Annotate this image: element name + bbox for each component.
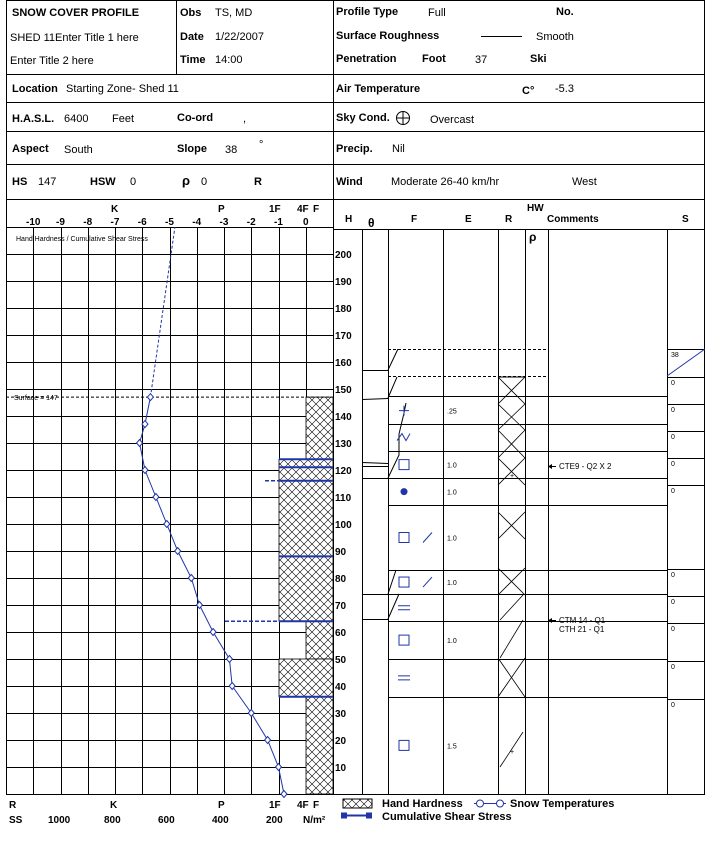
col-r: R xyxy=(505,214,513,225)
height-label: 180 xyxy=(335,304,352,315)
temperature-point xyxy=(210,629,216,636)
layer-size: 1.5 xyxy=(447,743,457,751)
temperature-ticks xyxy=(26,217,309,228)
height-label: 200 xyxy=(335,250,352,261)
hand-hardness-profile xyxy=(279,397,333,794)
footer-r-4f: 4F xyxy=(297,800,309,811)
layer-size: 1.0 xyxy=(447,638,457,646)
r-plus: + xyxy=(510,749,515,756)
r-column-mark xyxy=(498,512,525,539)
height-label: 90 xyxy=(335,547,347,558)
rho-label: ρ xyxy=(182,173,191,188)
r-column-mark xyxy=(498,568,525,595)
hasl-value: 6400 xyxy=(64,113,89,125)
hsw-value: 0 xyxy=(130,176,137,188)
s-value: 0 xyxy=(671,434,675,441)
footer-ss-label: SS xyxy=(9,815,23,826)
location-label: Location xyxy=(12,83,58,95)
s-value: 0 xyxy=(671,380,675,387)
hardness-layer xyxy=(279,659,333,697)
height-label: 100 xyxy=(335,520,352,531)
hard-tick-k: K xyxy=(111,204,119,215)
layer-row xyxy=(399,406,457,416)
air-temperature-line xyxy=(150,227,175,397)
footer-ss-800: 800 xyxy=(104,815,121,826)
temp-tick: -7 xyxy=(110,217,120,228)
s-value: 38 xyxy=(671,352,679,359)
footer-r-1f: 1F xyxy=(269,800,281,811)
hard-tick-p: P xyxy=(218,204,225,215)
s-value: 0 xyxy=(671,664,675,671)
temp-tick: 0 xyxy=(302,217,309,228)
temperature-point xyxy=(276,764,282,771)
precip-value: Nil xyxy=(392,143,405,155)
height-label: 60 xyxy=(335,628,347,639)
sky-label: Sky Cond. xyxy=(336,112,390,124)
height-label: 160 xyxy=(335,358,352,369)
faceted-crystal-icon xyxy=(399,740,409,750)
crust-icon xyxy=(398,606,410,610)
time-label: Time xyxy=(180,54,206,66)
col-hw: HW xyxy=(527,203,544,214)
footer-r-p: P xyxy=(218,800,225,811)
surface-label: Surface = 147 xyxy=(14,395,58,402)
comment-cth: CTH 21 - Q1 xyxy=(559,625,605,634)
layer-table-grid xyxy=(334,229,706,794)
height-label: 20 xyxy=(335,736,347,747)
hard-tick-4f: 4F xyxy=(297,204,309,215)
layer-row xyxy=(401,488,457,497)
layer-size: 1.0 xyxy=(447,580,457,588)
time-value: 14:00 xyxy=(215,54,243,66)
temp-tick: -9 xyxy=(56,217,65,228)
obs-value: TS, MD xyxy=(215,7,253,19)
height-label: 80 xyxy=(335,574,347,585)
footer-r-k: K xyxy=(110,800,118,811)
hsw-label: HSW xyxy=(90,176,116,188)
temp-tick: -2 xyxy=(246,217,256,228)
new-snow-icon xyxy=(399,406,409,416)
coord-label: Co-ord xyxy=(177,112,214,124)
melt-form-icon xyxy=(401,488,408,495)
temperature-point xyxy=(175,548,181,555)
layer-row xyxy=(399,533,457,543)
r-plus: + xyxy=(510,473,515,480)
hardness-layer xyxy=(306,697,333,794)
footer-ss-600: 600 xyxy=(158,815,175,826)
height-label: 150 xyxy=(335,385,352,396)
layer-row xyxy=(399,740,457,750)
footer-r-label: R xyxy=(9,800,17,811)
theta-connector xyxy=(362,399,388,400)
snow-temperature-profile xyxy=(137,227,287,798)
r-label: R xyxy=(254,176,262,188)
temp-tick: -4 xyxy=(192,217,202,228)
layer-row xyxy=(398,606,410,610)
hardness-layer xyxy=(306,397,333,459)
temperature-point xyxy=(137,440,143,447)
s-value: 0 xyxy=(671,572,675,579)
hasl-unit: Feet xyxy=(112,113,135,125)
coord-value: , xyxy=(243,113,247,125)
height-label: 190 xyxy=(335,277,352,288)
legend-shear-swatch xyxy=(341,813,372,819)
s-value: 0 xyxy=(671,461,675,468)
hard-tick-f: F xyxy=(313,204,320,215)
air-temp-value: -5.3 xyxy=(555,83,574,95)
hasl-label: H.A.S.L. xyxy=(12,113,55,125)
profile-type-value: Full xyxy=(428,7,446,19)
foot-value: 37 xyxy=(475,54,488,66)
slash-icon xyxy=(423,533,432,543)
legend-temp: Snow Temperatures xyxy=(510,798,615,810)
col-rho: ρ xyxy=(529,230,537,244)
roughness-label: Surface Roughness xyxy=(336,30,440,42)
col-h: H xyxy=(345,214,353,225)
crust-icon xyxy=(398,676,410,680)
s-value: 0 xyxy=(671,488,675,495)
temp-tick: -8 xyxy=(83,217,93,228)
r-column-mark xyxy=(498,430,525,458)
penetration-label: Penetration xyxy=(336,53,397,65)
height-labels xyxy=(335,250,352,774)
theta-slope xyxy=(388,594,399,619)
legend-shear: Cumulative Shear Stress xyxy=(382,811,512,823)
s-value: 0 xyxy=(671,702,675,709)
temp-tick: -6 xyxy=(137,217,147,228)
footer-ss-400: 400 xyxy=(212,815,229,826)
r-column-mark xyxy=(498,404,525,430)
height-label: 70 xyxy=(335,601,347,612)
height-label: 50 xyxy=(335,655,347,666)
height-label: 170 xyxy=(335,331,352,342)
height-label: 110 xyxy=(335,493,352,504)
aspect-label: Aspect xyxy=(12,143,49,155)
col-f: F xyxy=(411,214,418,225)
comment-ctm: CTM 14 - Q1 xyxy=(559,616,606,625)
temperature-point xyxy=(281,791,287,798)
date-value: 1/22/2007 xyxy=(215,31,264,43)
layer-row xyxy=(399,577,457,587)
hardness-shear-caption: Hand Hardness / Cumulative Shear Stress xyxy=(16,236,148,243)
wind-value: Moderate 26-40 km/hr xyxy=(391,176,500,188)
temperature-point xyxy=(226,656,232,663)
hardness-layer xyxy=(279,459,333,481)
hard-tick-1f: 1F xyxy=(269,204,281,215)
layer-rows xyxy=(397,377,525,767)
theta-connector xyxy=(362,463,388,464)
foot-label: Foot xyxy=(422,53,446,65)
layer-row xyxy=(399,635,457,645)
height-label: 10 xyxy=(335,763,347,774)
col-s: S xyxy=(682,214,689,225)
col-theta: θ xyxy=(368,216,375,230)
title-2: Enter Title 2 here xyxy=(10,55,94,67)
slope-value: 38 xyxy=(225,144,238,156)
r-column-mark xyxy=(498,377,525,404)
location-value: Starting Zone- Shed 11 xyxy=(66,83,179,95)
ski-label: Ski xyxy=(530,53,547,65)
layer-size: 1.0 xyxy=(447,462,457,470)
theta-slope xyxy=(388,377,397,398)
aspect-value: South xyxy=(64,144,93,156)
s-value: 0 xyxy=(671,599,675,606)
theta-slope xyxy=(388,570,396,594)
slope-label: Slope xyxy=(177,143,207,155)
faceted-crystal-icon xyxy=(399,533,409,543)
layer-row xyxy=(398,676,410,680)
height-label: 130 xyxy=(335,439,352,450)
date-label: Date xyxy=(180,31,204,43)
faceted-crystal-icon xyxy=(399,635,409,645)
height-label: 30 xyxy=(335,709,347,720)
height-label: 40 xyxy=(335,682,347,693)
temp-tick: -3 xyxy=(219,217,229,228)
temperature-point xyxy=(147,394,153,401)
temperature-point xyxy=(164,521,170,528)
temperature-point xyxy=(188,575,194,582)
roughness-value: Smooth xyxy=(536,31,574,43)
hardness-layer xyxy=(279,481,333,621)
rho-value: 0 xyxy=(201,176,208,188)
title-1: SHED 11Enter Title 1 here xyxy=(10,32,139,44)
sky-value: Overcast xyxy=(430,114,475,126)
temperature-line xyxy=(140,397,284,794)
layer-size: 1.0 xyxy=(447,535,457,543)
r-column-mark xyxy=(498,458,525,485)
overcast-icon xyxy=(397,112,410,125)
hardness-ticks-top xyxy=(111,204,319,215)
air-temp-unit: C° xyxy=(522,85,535,97)
s-value: 0 xyxy=(671,626,675,633)
column-headers xyxy=(345,203,689,244)
obs-label: Obs xyxy=(180,7,202,19)
col-e: E xyxy=(465,214,472,225)
height-label: 140 xyxy=(335,412,352,423)
theta-slope xyxy=(388,349,398,370)
precip-label: Precip. xyxy=(336,143,373,155)
legend-hardness: Hand Hardness xyxy=(382,798,463,810)
hs-value: 147 xyxy=(38,176,57,188)
faceted-crystal-icon xyxy=(399,577,409,587)
profile-title: SNOW COVER PROFILE xyxy=(12,7,140,19)
layer-size: .25 xyxy=(447,408,457,416)
col-comments: Comments xyxy=(547,214,599,225)
air-temp-label: Air Temperature xyxy=(336,83,421,95)
hs-label: HS xyxy=(12,176,28,188)
slash-icon xyxy=(423,577,432,587)
s-value: 0 xyxy=(671,407,675,414)
legend-temp-swatch xyxy=(474,800,506,807)
footer-axis xyxy=(9,800,326,826)
footer-ss-unit: N/m² xyxy=(303,815,326,826)
legend-hardness-swatch xyxy=(343,799,372,808)
hardness-layer xyxy=(306,621,333,659)
comment-cte: CTE9 - Q2 X 2 xyxy=(559,462,612,471)
comments xyxy=(548,462,612,634)
r-column-mark xyxy=(500,595,523,620)
footer-r-f: F xyxy=(313,800,320,811)
layer-size: 1.0 xyxy=(447,489,457,497)
slope-unit: ° xyxy=(259,139,264,151)
no-label: No. xyxy=(556,6,574,18)
temperature-point xyxy=(265,737,271,744)
r-column-mark xyxy=(500,620,523,658)
footer-ss-200: 200 xyxy=(266,815,283,826)
profile-type-label: Profile Type xyxy=(336,6,399,18)
temp-tick: -5 xyxy=(165,217,174,228)
temp-tick: -10 xyxy=(26,217,41,228)
legend xyxy=(341,798,614,823)
wind-label: Wind xyxy=(336,176,363,188)
temp-tick: -1 xyxy=(274,217,283,228)
layer-row xyxy=(399,460,457,470)
r-column-mark xyxy=(498,658,525,697)
faceted-crystal-icon xyxy=(399,460,409,470)
wind-direction: West xyxy=(572,176,597,188)
height-label: 120 xyxy=(335,466,352,477)
temperature-point xyxy=(153,494,159,501)
footer-ss-1000: 1000 xyxy=(48,815,71,826)
